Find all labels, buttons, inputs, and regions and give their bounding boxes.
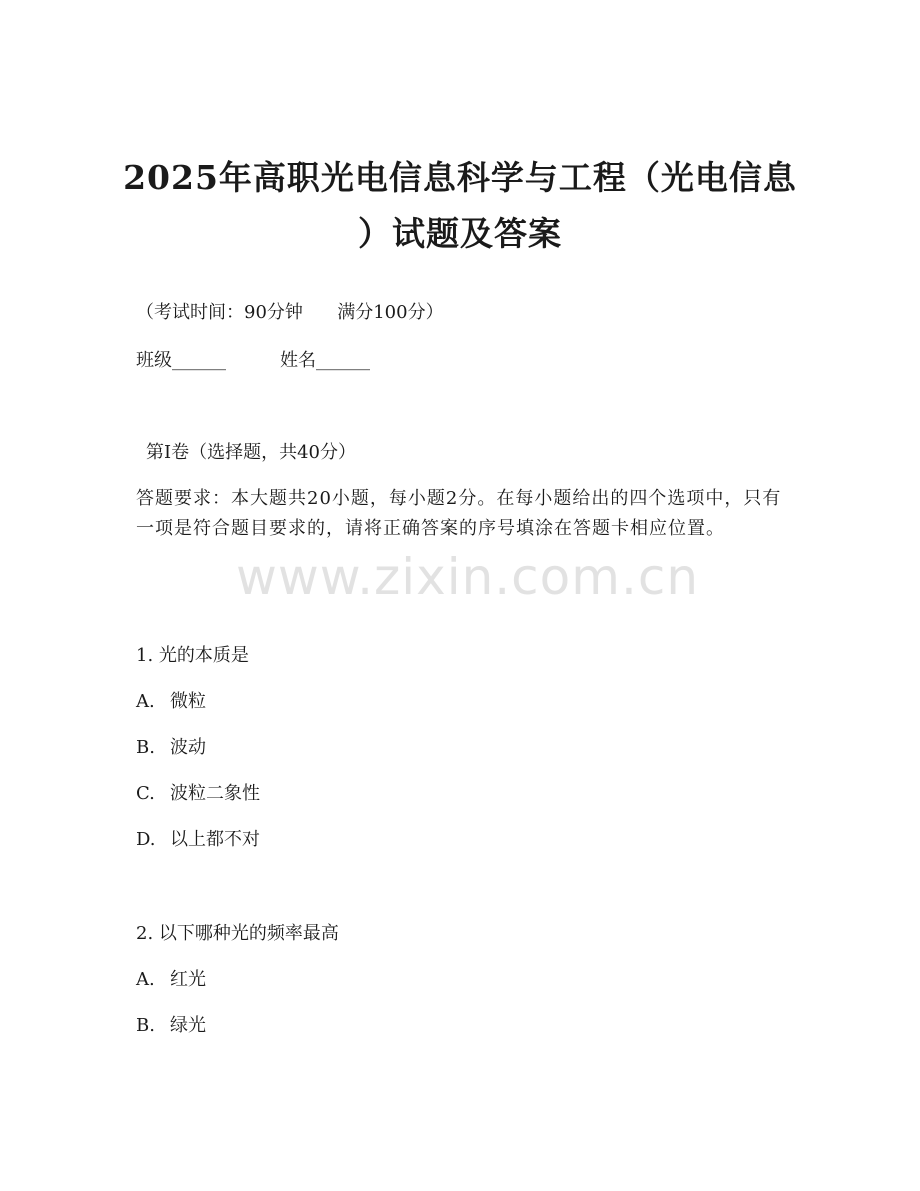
option-label: B. bbox=[136, 1015, 155, 1036]
option-text: 波动 bbox=[170, 737, 206, 758]
question-1-option-d bbox=[136, 826, 260, 854]
option-label: C. bbox=[136, 783, 155, 804]
title-line-1: 2025年高职光电信息科学与工程（光电信息 bbox=[123, 158, 797, 197]
question-2-option-a bbox=[136, 966, 206, 994]
watermark: www.zixin.com.cn bbox=[236, 548, 700, 606]
title-line-2: ）试题及答案 bbox=[358, 214, 562, 253]
question-1-option-c bbox=[136, 780, 260, 808]
question-2-option-b bbox=[136, 1012, 206, 1040]
option-text: 绿光 bbox=[170, 1015, 206, 1036]
question-1-option-b bbox=[136, 734, 206, 762]
option-label: B. bbox=[136, 737, 155, 758]
option-label: A. bbox=[136, 691, 155, 712]
question-1-stem: 1. 光的本质是 bbox=[136, 645, 249, 666]
question-1-option-a bbox=[136, 688, 206, 716]
instructions: 答题要求：本大题共20小题，每小题2分。在每小题给出的四个选项中，只有一项是符合题目要求的，请将正确答案的序号填涂在答题卡相应位置。 bbox=[136, 488, 782, 539]
document-title bbox=[100, 150, 820, 262]
option-text: 以上都不对 bbox=[170, 829, 260, 850]
section-heading: 第I卷（选择题，共40分） bbox=[146, 442, 357, 463]
name-field: 姓名______ bbox=[280, 350, 370, 371]
class-field: 班级______ bbox=[136, 350, 226, 371]
option-text: 波粒二象性 bbox=[170, 783, 260, 804]
option-text: 微粒 bbox=[170, 691, 206, 712]
student-fields bbox=[136, 347, 370, 375]
option-text: 红光 bbox=[170, 969, 206, 990]
question-2-stem: 2. 以下哪种光的频率最高 bbox=[136, 923, 339, 944]
option-label: A. bbox=[136, 969, 155, 990]
option-label: D. bbox=[136, 829, 156, 850]
exam-info: （考试时间：90分钟 满分100分） bbox=[136, 302, 444, 323]
